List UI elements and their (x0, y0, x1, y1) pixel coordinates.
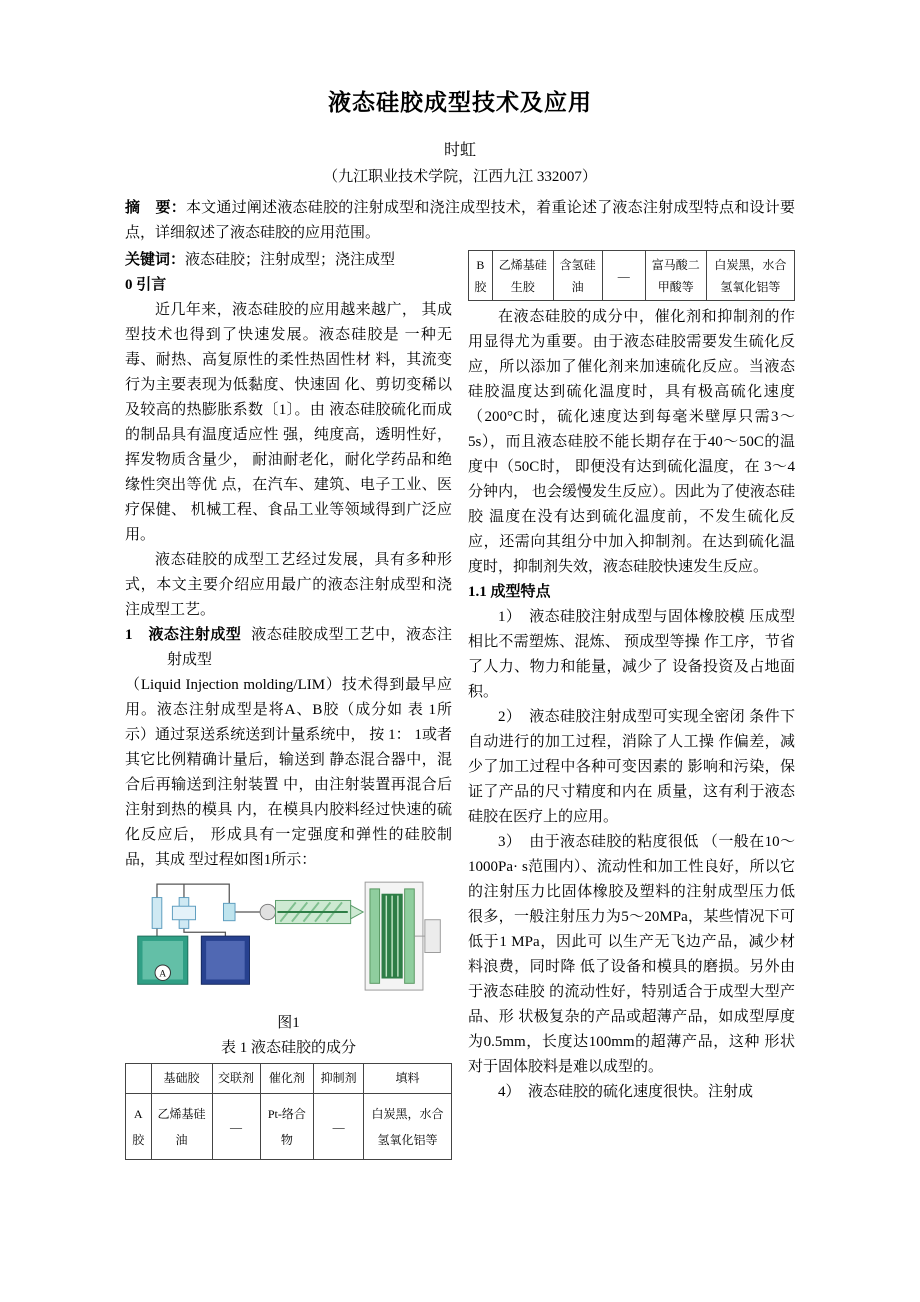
intro-paragraph-2: 液态硅胶的成型工艺经过发展，具有多种形式，本文主要介绍应用最广的液态注射成型和浇注成型工艺。 (125, 552, 452, 618)
right-column (468, 248, 795, 1160)
section-1-1-heading: 1.1 成型特点 (468, 584, 551, 600)
header-cell: 交联剂 (212, 1064, 260, 1094)
affiliation: （九江职业技术学院，江西九江 332007） (323, 169, 597, 185)
abstract-label: 摘 要： (125, 200, 186, 216)
tank-b-icon (201, 936, 249, 984)
section-1-heading: 1 液态注射成型 (125, 627, 242, 643)
header-cell: 填料 (364, 1064, 452, 1094)
cell: 含氢硅油 (553, 251, 602, 301)
static-mixer-icon (223, 903, 235, 920)
abstract-block (125, 196, 795, 246)
cell: — (602, 251, 645, 301)
table-row-a (126, 1094, 452, 1160)
cell: 白炭黑，水合氢氧化铝等 (706, 251, 794, 301)
keywords-paragraph (125, 248, 452, 273)
lim-paragraph: （Liquid Injection molding/LIM）技术得到最早应用。液态注射成型是将A、B胶（成分如 表 1所示）通过泵送系统送到计量系统中， 按 1： 1或者其它比例精确计量后，输送到 静态混合器中，混合后再输送到注射装置 中，由注射装置再混合后注射到热的模具 内，在模具内胶料经过快速的硫化反应后， 形成具有一定强度和弹性的硅胶制品，其成 型过程如图1所示： (125, 677, 452, 868)
header-cell (126, 1064, 152, 1094)
keywords-label: 关键词： (125, 252, 186, 268)
feature-item-1: 1） 液态硅胶注射成型与固体橡胶模 压成型相比不需塑炼、混炼、 预成型等操 作工序，节省了人力、物力和能量，减少了 设备投资及占地面积。 (468, 609, 795, 700)
two-column-body (125, 248, 795, 1160)
table-1-caption: 表 1 液态硅胶的成分 (220, 1040, 356, 1056)
cell: 乙烯基硅油 (151, 1094, 212, 1160)
intro-paragraph-1: 近几年来，液态硅胶的应用越来越广， 其成型技术也得到了快速发展。液态硅胶是 一种无毒、耐热、高复原性的柔性热固性材 料，其流变行为主要表现为低黏度、快速固 化、剪切变稀以及较高的热膨胀系数〔1〕。由 液态硅胶硫化而成的制品具有温度适应性 强，纯度高，透明性好，挥发物质含量少， 耐油耐老化，耐化学药品和绝缘性突出等优 点，在汽车、建筑、电子工业、医疗保健、 机械工程、食品工业等领域得到广泛应用。 (125, 302, 452, 543)
table-row-b (469, 251, 795, 301)
cell: 乙烯基硅生胶 (492, 251, 553, 301)
section-1-inline-text: 液态硅胶成型工艺中，液态注射成型 (167, 627, 452, 668)
cell: — (314, 1094, 364, 1160)
keywords-text: 液态硅胶；注射成型；浇注成型 (185, 252, 396, 268)
section-1-heading-paragraph (125, 623, 452, 673)
page-title: 液态硅胶成型技术及应用 (328, 90, 592, 115)
table-header-row (126, 1064, 452, 1094)
cell: Pt-络合物 (260, 1094, 314, 1160)
tank-a-icon (137, 936, 187, 984)
feature-item-3: 3） 由于液态硅胶的粘度很低 （一般在10〜1000Pa· s范围内）、流动性和加工性良好，所以它的注射压力比固体橡胶及塑料的注射成型压力低很多，一般注射压力为5〜20MPa，某些情况下可低于1 MPa，因此可 以生产无飞边产品，减少材料浪费，同时降 低了设备和模具的磨损。另外由于液态硅胶 的流动性好，特别适合于成型大型产品、形 状极复杂的产品或超薄产品，如成型厚度为0.5mm，长度达100mm的超薄产品，这种 形状对于固体胶料是难以成型的。 (468, 834, 795, 1075)
lim-process-diagram (130, 876, 448, 1002)
mold-icon (365, 882, 440, 990)
table-1-part-a (125, 1063, 452, 1160)
metering-pump-icon (152, 898, 195, 929)
header-cell: 抑制剂 (314, 1064, 364, 1094)
abstract-text: 本文通过阐述液态硅胶的注射成型和浇注成型技术，着重论述了液态注射成型特点和设计要点，详细叙述了液态硅胶的应用范围。 (125, 200, 795, 241)
header-cell: 基础胶 (151, 1064, 212, 1094)
feature-item-4: 4） 液态硅胶的硫化速度很快。注射成 (498, 1084, 754, 1100)
cell: — (212, 1094, 260, 1160)
tank-a-label: A (158, 968, 166, 980)
cell: 富马酸二甲酸等 (645, 251, 706, 301)
header-cell: 催化剂 (260, 1064, 314, 1094)
table-1-part-b (468, 250, 795, 301)
abstract-paragraph (125, 196, 795, 246)
figure-1-caption: 图1 (277, 1015, 300, 1031)
cell: B胶 (469, 251, 493, 301)
cell: A胶 (126, 1094, 152, 1160)
feature-item-2: 2） 液态硅胶注射成型可实现全密闭 条件下自动进行的加工过程，消除了人工操 作偏差，减少了加工过程中各种可变因素的 影响和污染，保证了产品的尺寸精度和内在 质量，这有利于液态硅胶在医疗上的应用。 (468, 709, 795, 825)
table-1-part-b-wrap (468, 250, 795, 301)
injection-screw-icon (275, 900, 363, 923)
composition-paragraph: 在液态硅胶的成分中，催化剂和抑制剂的作用显得尤为重要。由于液态硅胶需要发生硫化反应，所以添加了催化剂来加速硫化反应。当液态硅胶温度达到硫化温度时，具有极高硫化速度（200°C时，硫化速度达到每毫米壁厚只需3〜5s），而且液态硅胶不能长期存在于40〜50C的温度中（50C时， 即便没有达到硫化温度，在 3〜4分钟内， 也会缓慢发生反应）。因此为了使液态硅胶 温度在没有达到硫化温度前，不发生硫化反 应，还需向其组分中加入抑制剂。在达到硫化温度时，抑制剂失效，液态硅胶快速发生反应。 (468, 309, 795, 575)
figure-1 (125, 876, 452, 1011)
author: 时虹 (443, 142, 476, 159)
cell: 白炭黑，水合氢氧化铝等 (364, 1094, 452, 1160)
section-0-heading: 0 引言 (125, 277, 167, 293)
injection-piston-icon (260, 904, 275, 919)
left-column (125, 248, 452, 1160)
